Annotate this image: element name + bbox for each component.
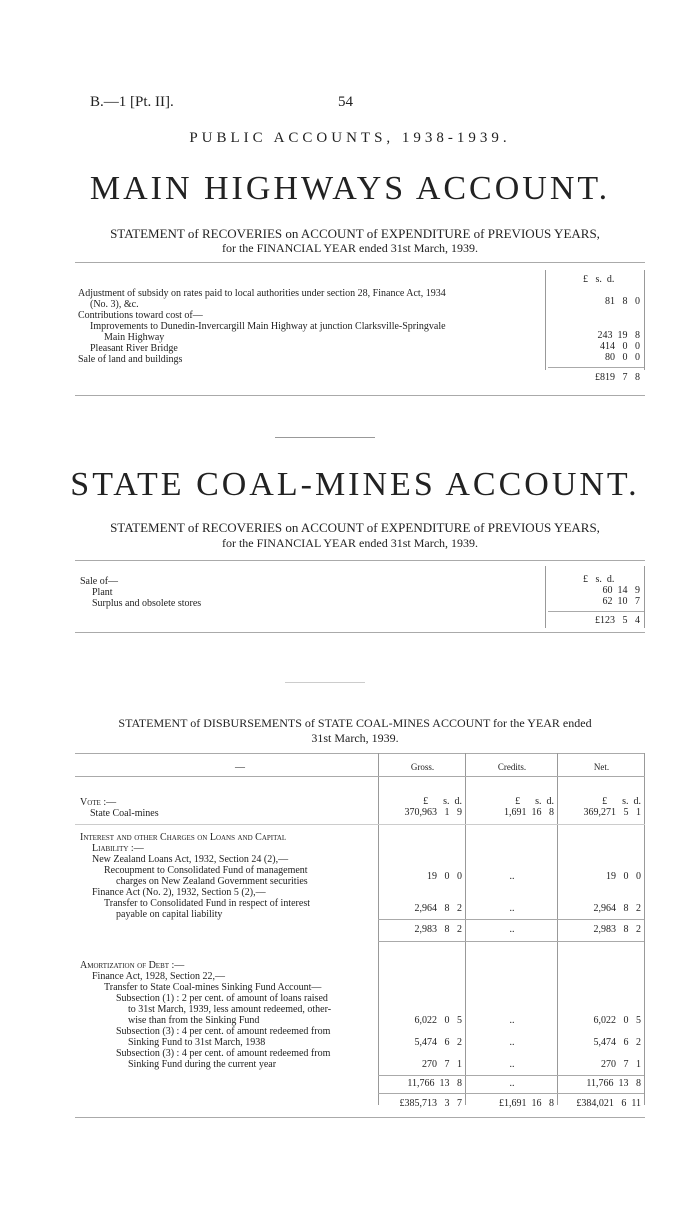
disbursements-title-1: STATEMENT of DISBURSEMENTS of STATE COAL-MINES ACCOUNT for the YEAR ended xyxy=(118,716,592,730)
interest-subtotal-net: 2,983 8 2 xyxy=(593,924,641,935)
interest-line: Recoupment to Consolidated Fund of management xyxy=(104,865,308,876)
highways-line: Adjustment of subsidy on rates paid to local authorities under section 28, Finance Act, 1934 xyxy=(78,288,446,299)
subtotal-rule xyxy=(378,919,644,920)
amort-line: Transfer to State Coal-mines Sinking Fund Account— xyxy=(104,982,322,993)
coal-line: Surplus and obsolete stores xyxy=(92,598,202,609)
amort-net-1: 6,022 0 5 xyxy=(593,1015,641,1026)
amort-line: to 31st March, 1939, less amount redeemed, other- xyxy=(128,1004,332,1015)
highways-line: (No. 3), &c. xyxy=(90,299,139,310)
amort-gross-2: 5,474 6 2 xyxy=(414,1037,462,1048)
currency-header: £ s. d. xyxy=(423,796,462,807)
highways-line: Pleasant River Bridge xyxy=(90,343,178,354)
table-rule xyxy=(75,1117,645,1118)
amort-heading: Amortization of Debt :— xyxy=(80,960,185,971)
vote-heading: Vote :— xyxy=(80,797,117,808)
amort-line: Finance Act, 1928, Section 22,— xyxy=(92,971,226,982)
coal-line: Sale of— xyxy=(80,576,119,587)
amort-subtotal-gross: 11,766 13 8 xyxy=(407,1078,462,1089)
amort-line: Subsection (1) : 2 per cent. of amount of loans raised xyxy=(116,993,328,1004)
coal-subtitle-2: for the FINANCIAL YEAR ended 31st March, 1939. xyxy=(221,536,479,550)
column-rule xyxy=(644,566,645,628)
highways-total: £819 7 8 xyxy=(595,372,640,383)
interest-net-2: 2,964 8 2 xyxy=(593,903,641,914)
interest-credits-1: .. xyxy=(509,871,515,882)
grand-total-credits: £1,691 16 8 xyxy=(499,1098,554,1109)
subtotal-rule xyxy=(378,1075,644,1076)
interest-heading: Liability :— xyxy=(92,843,144,854)
highways-amount: 81 8 0 xyxy=(605,296,640,307)
table-rule xyxy=(75,824,645,825)
amort-line: wise than from the Sinking Fund xyxy=(128,1015,260,1026)
coal-amount: 60 14 9 xyxy=(602,585,640,596)
table-rule xyxy=(75,262,645,263)
running-title: PUBLIC ACCOUNTS, 1938-1939. xyxy=(189,130,511,146)
column-rule xyxy=(545,566,546,628)
vote-net: 369,271 5 1 xyxy=(583,807,641,818)
interest-credits-2: .. xyxy=(509,903,515,914)
highways-subtitle-2: for the FINANCIAL YEAR ended 31st March, 1939. xyxy=(221,241,479,255)
subtotal-rule xyxy=(378,1093,644,1094)
column-rule xyxy=(644,270,645,370)
amort-line: Subsection (3) : 4 per cent. of amount redeemed from xyxy=(116,1026,331,1037)
table-rule xyxy=(75,560,645,561)
vote-credits: 1,691 16 8 xyxy=(504,807,554,818)
subtotal-rule xyxy=(378,941,644,942)
amort-credits-1: .. xyxy=(509,1015,515,1026)
highways-line: Sale of land and buildings xyxy=(78,354,183,365)
interest-heading: Interest and other Charges on Loans and Capital xyxy=(80,832,287,843)
interest-line: charges on New Zealand Government securities xyxy=(116,876,308,887)
grand-total-net: £384,021 6 11 xyxy=(576,1098,641,1109)
vote-item: State Coal-mines xyxy=(90,808,159,819)
amort-net-2: 5,474 6 2 xyxy=(593,1037,641,1048)
amort-subtotal-credits: .. xyxy=(509,1078,515,1089)
amort-subtotal-net: 11,766 13 8 xyxy=(586,1078,641,1089)
interest-subtotal-credits: .. xyxy=(509,924,515,935)
column-rule xyxy=(644,753,645,1105)
currency-header: £ s. d. xyxy=(515,796,554,807)
interest-subtotal-gross: 2,983 8 2 xyxy=(414,924,462,935)
column-rule xyxy=(378,753,379,1105)
coal-title: STATE COAL-MINES ACCOUNT. xyxy=(70,466,640,503)
interest-net-1: 19 0 0 xyxy=(606,871,641,882)
total-rule xyxy=(548,611,644,612)
highways-title: MAIN HIGHWAYS ACCOUNT. xyxy=(89,170,611,207)
table-rule xyxy=(75,753,645,754)
interest-gross-2: 2,964 8 2 xyxy=(414,903,462,914)
table-rule xyxy=(75,395,645,396)
interest-line: New Zealand Loans Act, 1932, Section 24 (2),— xyxy=(92,854,289,865)
currency-header: £ s. d. xyxy=(602,796,641,807)
section-divider xyxy=(285,682,365,683)
interest-gross-1: 19 0 0 xyxy=(427,871,462,882)
column-rule xyxy=(545,270,546,370)
page-number: 54 xyxy=(338,94,353,110)
coal-total: £123 5 4 xyxy=(595,615,640,626)
section-divider xyxy=(275,437,375,438)
col-header-credits: Credits. xyxy=(497,762,527,772)
amort-gross-3: 270 7 1 xyxy=(422,1059,462,1070)
amort-line: Sinking Fund to 31st March, 1938 xyxy=(128,1037,266,1048)
amort-line: Sinking Fund during the current year xyxy=(128,1059,277,1070)
highways-subtitle-1: STATEMENT of RECOVERIES on ACCOUNT of EXPENDITURE of PREVIOUS YEARS, xyxy=(110,226,600,241)
highways-line: Improvements to Dunedin-Invercargill Main Highway at junction Clarksville-Springvale xyxy=(90,321,446,332)
highways-amount: 414 0 0 xyxy=(600,341,640,352)
amort-credits-3: .. xyxy=(509,1059,515,1070)
vote-gross: 370,963 1 9 xyxy=(404,807,462,818)
document-ref: B.—1 [Pt. II]. xyxy=(90,94,174,110)
currency-header: £ s. d. xyxy=(583,274,615,285)
currency-header: £ s. d. xyxy=(583,574,615,585)
total-rule xyxy=(548,367,644,368)
amort-net-3: 270 7 1 xyxy=(601,1059,641,1070)
column-rule xyxy=(465,753,466,1105)
column-rule xyxy=(557,753,558,1105)
grand-total-gross: £385,713 3 7 xyxy=(399,1098,462,1109)
col-header-gross: Gross. xyxy=(410,762,435,772)
highways-line: Main Highway xyxy=(104,332,165,343)
table-rule xyxy=(75,776,645,777)
highways-amount: 80 0 0 xyxy=(605,352,640,363)
amort-gross-1: 6,022 0 5 xyxy=(414,1015,462,1026)
interest-line: Finance Act (No. 2), 1932, Section 5 (2),— xyxy=(92,887,266,898)
col-header-particulars: — xyxy=(235,762,245,773)
interest-line: payable on capital liability xyxy=(116,909,223,920)
coal-amount: 62 10 7 xyxy=(602,596,640,607)
highways-amount: 243 19 8 xyxy=(597,330,640,341)
table-rule xyxy=(75,632,645,633)
amort-line: Subsection (3) : 4 per cent. of amount redeemed from xyxy=(116,1048,331,1059)
amort-credits-2: .. xyxy=(509,1037,515,1048)
coal-line: Plant xyxy=(92,587,113,598)
highways-line: Contributions toward cost of— xyxy=(78,310,203,321)
disbursements-title-2: 31st March, 1939. xyxy=(311,731,399,745)
coal-subtitle-1: STATEMENT of RECOVERIES on ACCOUNT of EXPENDITURE of PREVIOUS YEARS, xyxy=(110,520,600,535)
interest-line: Transfer to Consolidated Fund in respect of interest xyxy=(104,898,310,909)
col-header-net: Net. xyxy=(593,762,610,772)
